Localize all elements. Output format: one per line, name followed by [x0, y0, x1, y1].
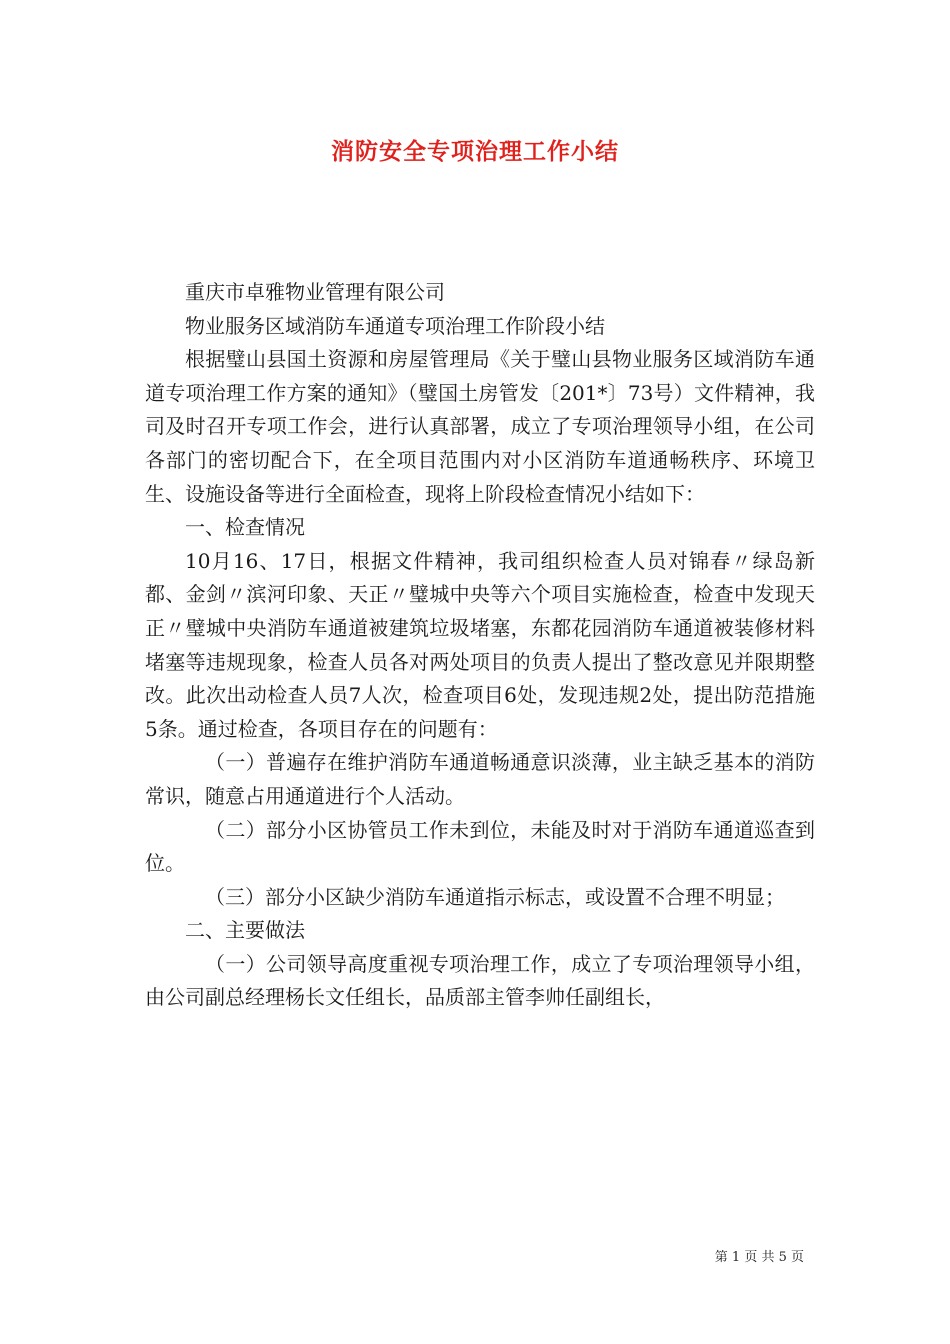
page-indicator: 第 1 页 共 5 页 [714, 1250, 804, 1265]
measure-item-1: （一）公司领导高度重视专项治理工作，成立了专项治理领导小组，由公司副总经理杨长文任组长，品质部主管李帅任副组长， [145, 951, 815, 1010]
section-heading-inspection: 一、检查情况 [185, 515, 305, 540]
section-heading-measures: 二、主要做法 [185, 918, 305, 943]
issue-item-3: （三）部分小区缺少消防车通道指示标志，或设置不合理不明显； [205, 884, 785, 909]
company-name: 重庆市卓雅物业管理有限公司 [185, 280, 445, 304]
issue-item-2: （二）部分小区协管员工作未到位，未能及时对于消防车通道巡查到位。 [145, 817, 815, 876]
issue-item-1: （一）普遍存在维护消防车通道畅通意识淡薄，业主缺乏基本的消防常识，随意占用通道进行个人活动。 [145, 750, 815, 808]
document-title: 消防安全专项治理工作小结 [331, 138, 619, 165]
document-body [145, 276, 815, 1015]
inspection-paragraph: 10月16、17日，根据文件精神，我司组织检查人员对锦春〃绿岛新都、金剑〃滨河印象、天正〃璧城中央等六个项目实施检查，检查中发现天正〃璧城中央消防车通道被建筑垃圾堵塞，东都花园消防车通道被装修材料堵塞等违规现象，检查人员各对两处项目的负责人提出了整改意见并限期整改。此次出动检查人员7人次，检查项目6处，发现违规2处，提出防范措施5条。通过检查，各项目存在的问题有： [145, 548, 815, 741]
report-subtitle: 物业服务区域消防车通道专项治理工作阶段小结 [185, 313, 605, 338]
intro-paragraph: 根据璧山县国土资源和房屋管理局《关于璧山县物业服务区域消防车通道专项治理工作方案的通知》（璧国土房管发〔201*〕73号）文件精神，我司及时召开专项工作会，进行认真部署，成立了专项治理领导小组，在公司各部门的密切配合下，在全项目范围内对小区消防车道通畅秩序、环境卫生、设施设备等进行全面检查，现将上阶段检查情况小结如下： [145, 347, 815, 506]
